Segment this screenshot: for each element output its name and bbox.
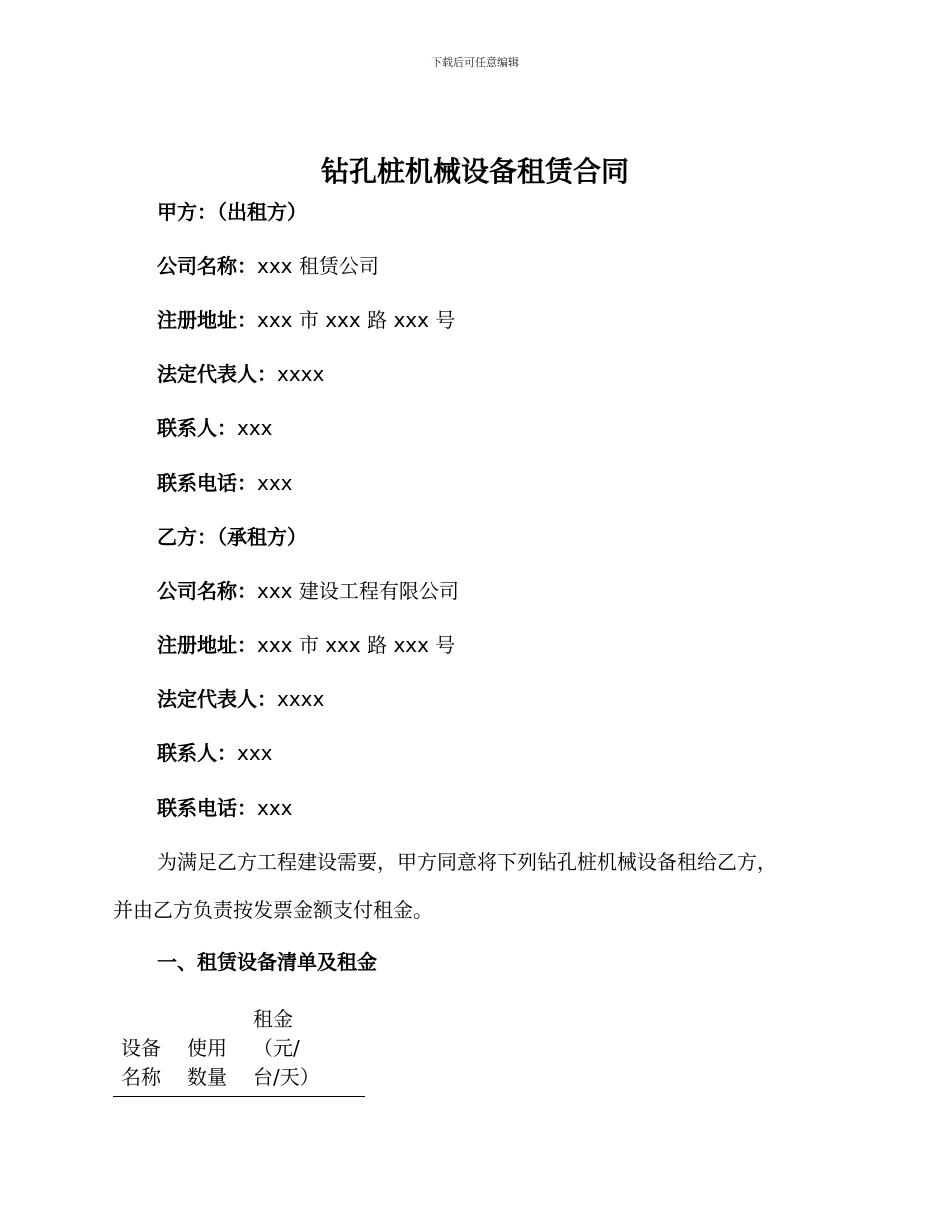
party-a-rep-label: 法定代表人： [157,362,277,386]
party-b-phone-value: xxx [257,796,293,820]
table-header-text: 使用 [187,1036,227,1060]
table-header-text: （元/ [253,1036,300,1060]
party-a-address-value: xxx 市 xxx 路 xxx 号 [257,308,456,332]
party-a-rep-value: xxxx [277,362,325,386]
party-b-address-label: 注册地址： [157,633,257,657]
table-header-text: 租金 [253,1007,293,1031]
document-title: 钻孔桩机械设备租赁合同 [320,155,629,188]
party-b-company-label: 公司名称： [157,579,257,603]
party-a-company [157,252,379,280]
party-b-contact-label: 联系人： [157,741,237,765]
section-1-heading: 一、租赁设备清单及租金 [157,950,377,974]
party-b-address [157,631,455,659]
intro-line-2: 并由乙方负责按发票金额支付租金。 [113,898,433,922]
party-b-rep-label: 法定代表人： [157,687,277,711]
table-header-rent [253,1005,320,1092]
party-a-company-value: xxx 租赁公司 [257,254,379,278]
intro-paragraph [113,848,833,922]
party-b-heading-label: 乙方：（承租方） [157,525,307,549]
party-b-address-value: xxx 市 xxx 路 xxx 号 [257,633,456,657]
party-a-company-label: 公司名称： [157,254,257,278]
party-b-company-value: xxx 建设工程有限公司 [257,579,459,603]
table-header-text: 数量 [187,1065,227,1089]
party-a-phone-label: 联系电话： [157,471,257,495]
party-a-address-label: 注册地址： [157,308,257,332]
page-header-note: 下载后可任意编辑 [431,56,519,69]
party-a-heading [157,198,307,226]
table-header-text: 台/天） [253,1065,320,1089]
table-header-quantity [187,1034,227,1092]
party-b-representative [157,685,324,713]
table-header-equipment-name [121,1034,161,1092]
party-a-address [157,306,455,334]
party-a-phone [157,469,293,497]
party-b-phone-label: 联系电话： [157,796,257,820]
party-b-heading [157,523,307,551]
party-b-phone [157,794,293,822]
party-a-contact-value: xxx [237,416,273,440]
party-b-company [157,577,459,605]
equipment-table [113,1006,365,1097]
party-b-contact [157,739,273,767]
party-b-rep-value: xxxx [277,687,325,711]
party-a-heading-label: 甲方：（出租方） [157,200,307,224]
table-header-text: 名称 [121,1065,161,1089]
party-b-contact-value: xxx [237,741,273,765]
party-a-contact-label: 联系人： [157,416,237,440]
party-a-contact [157,414,273,442]
party-a-phone-value: xxx [257,471,293,495]
party-a-representative [157,360,324,388]
table-header-text: 设备 [121,1036,161,1060]
intro-line-1: 为满足乙方工程建设需要，甲方同意将下列钻孔桩机械设备租给乙方， [157,850,777,874]
